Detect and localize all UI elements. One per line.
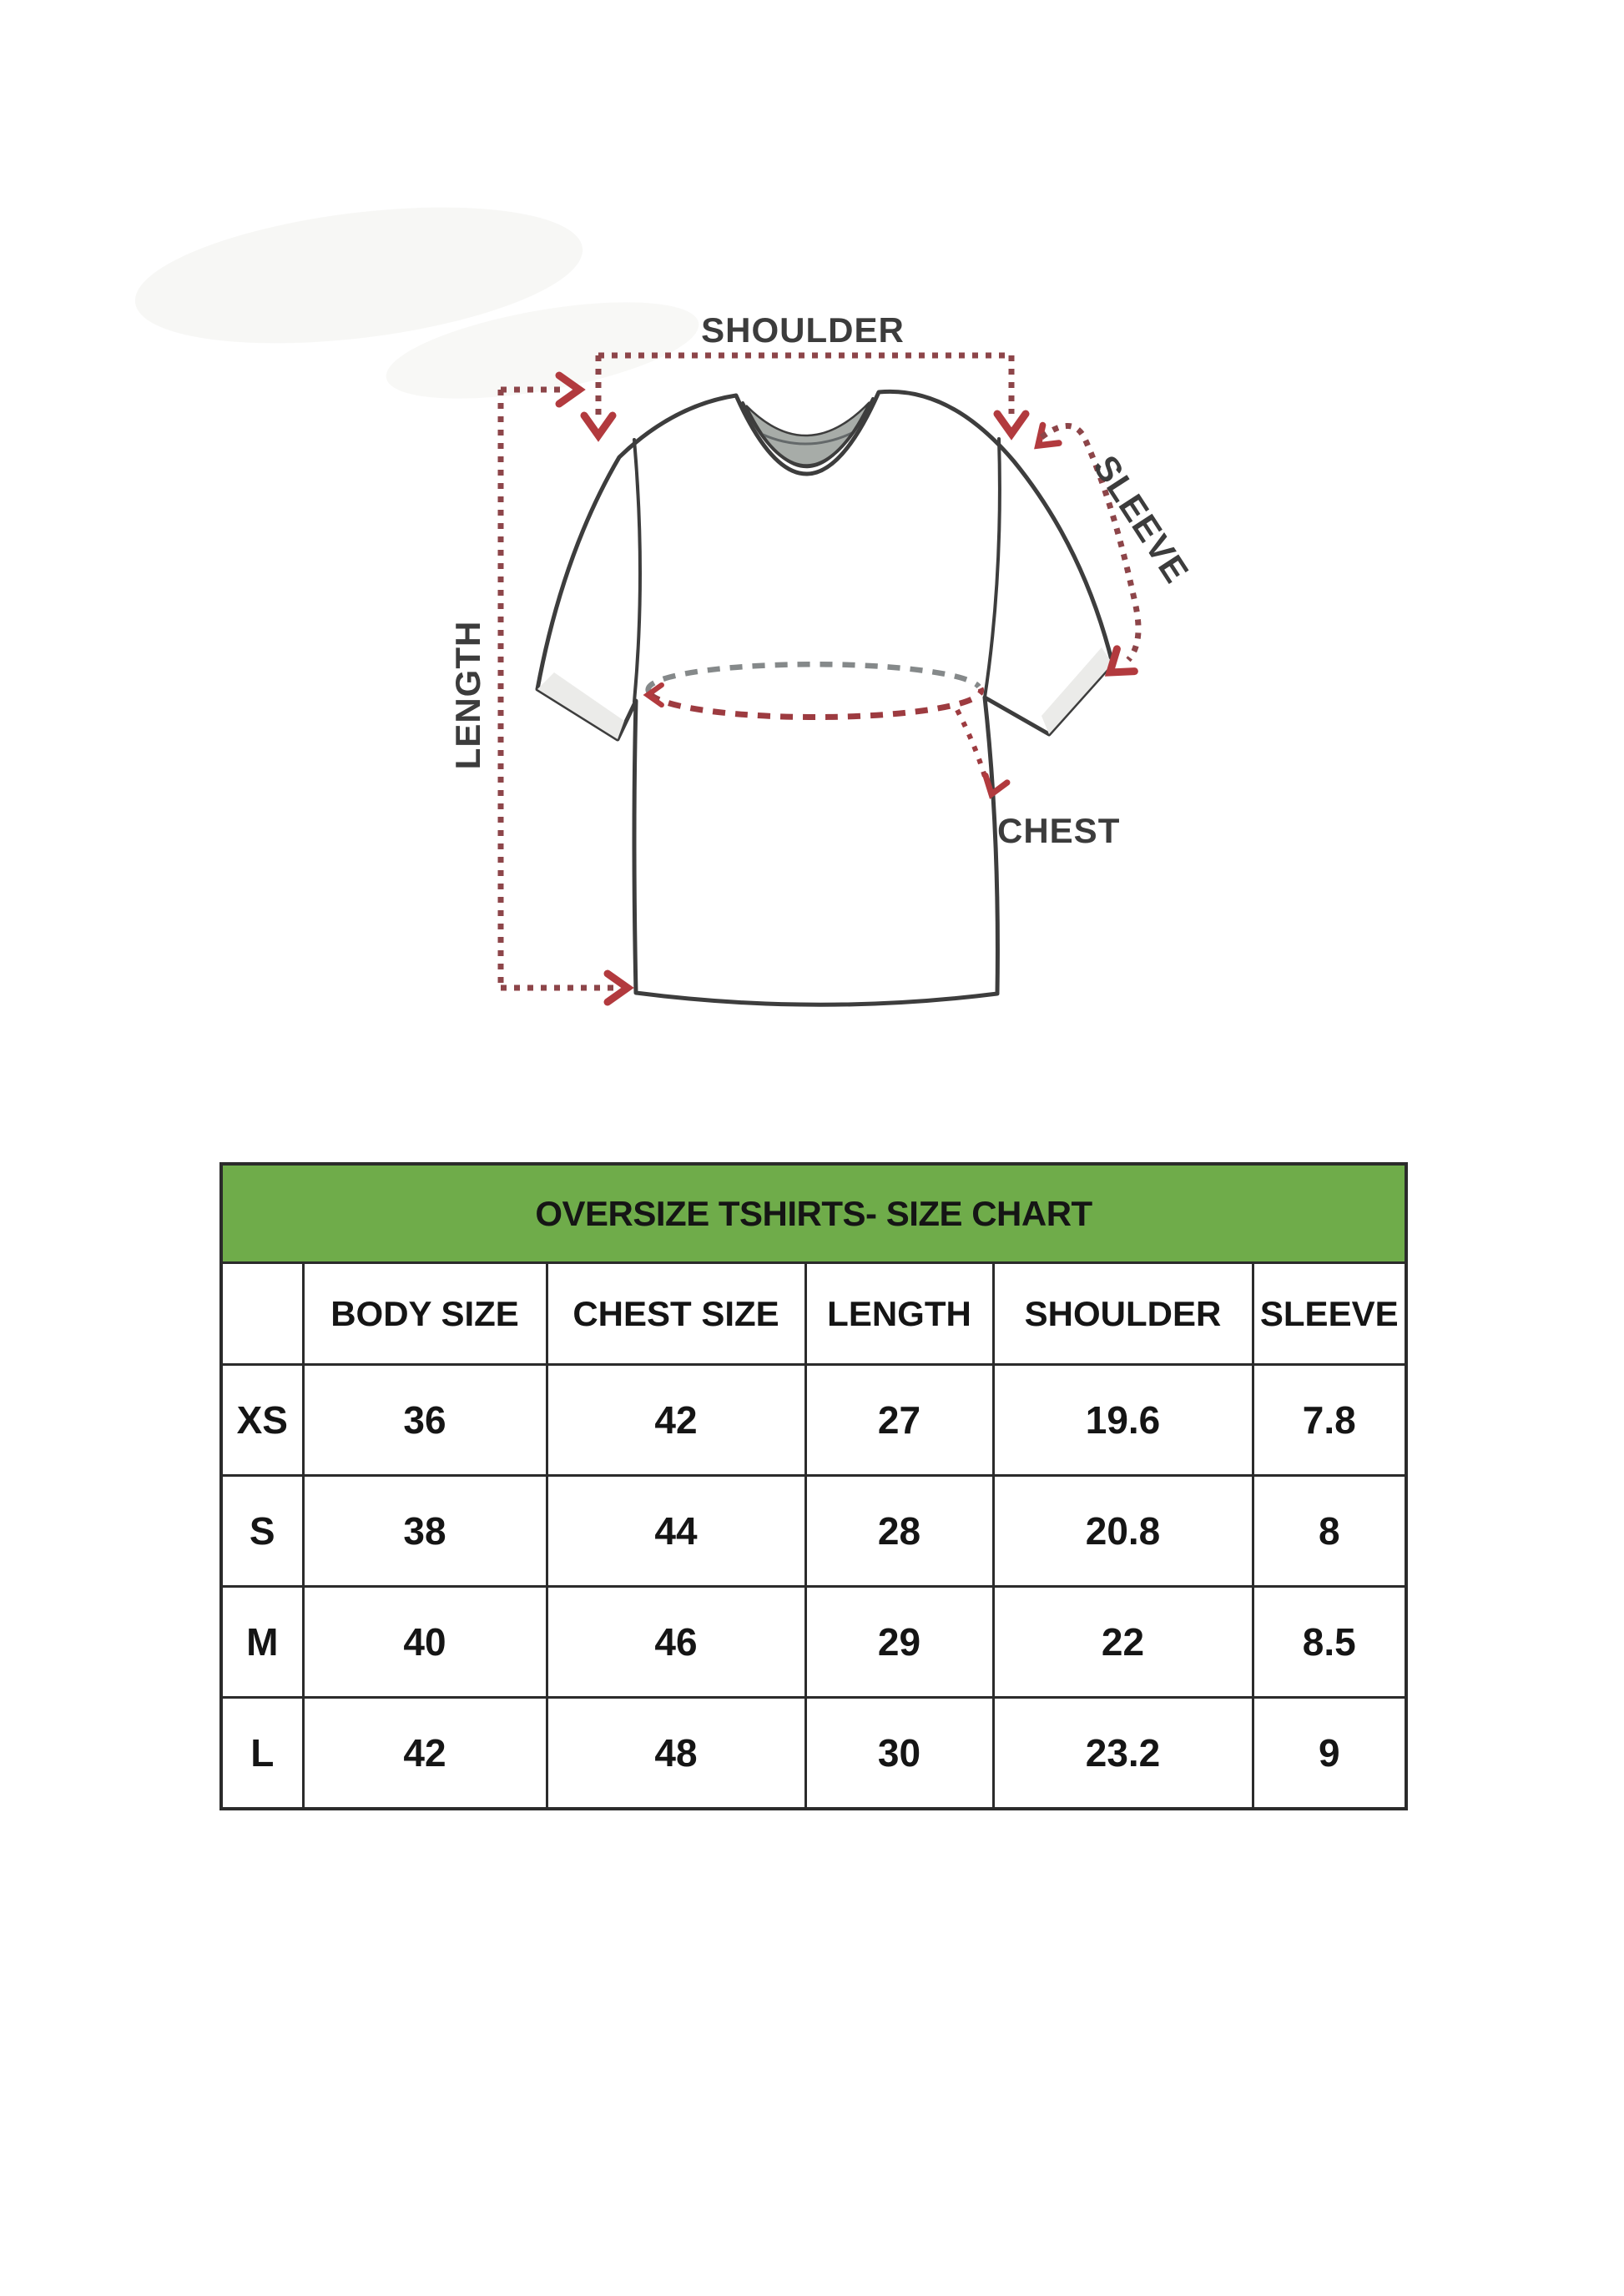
size-label-l: L [221,1698,303,1810]
l-shoulder: 23.2 [993,1698,1253,1810]
shoulder-label: SHOULDER [701,310,905,350]
table-header-row [221,1263,1406,1365]
size-label-xs: XS [221,1365,303,1476]
l-sleeve: 9 [1253,1698,1406,1810]
header-sleeve: SLEEVE [1253,1263,1406,1365]
table-title-row [221,1164,1406,1263]
s-chest-size: 44 [547,1476,805,1587]
m-body-size: 40 [303,1587,547,1698]
tshirt-outline [537,391,1112,1004]
table-row-s [221,1476,1406,1587]
header-body-size: BODY SIZE [303,1263,547,1365]
sleeve-label: SLEEVE [1086,448,1198,591]
size-chart-table [219,1162,1408,1810]
table-row-l [221,1698,1406,1810]
s-body-size: 38 [303,1476,547,1587]
m-length: 29 [805,1587,993,1698]
header-length: LENGTH [805,1263,993,1365]
header-shoulder: SHOULDER [993,1263,1253,1365]
m-shoulder: 22 [993,1587,1253,1698]
length-label: LENGTH [448,620,487,770]
paper-smudge [128,186,706,418]
l-chest-size: 48 [547,1698,805,1810]
shoulder-right-arrow-icon [997,414,1026,434]
tshirt-measurement-diagram [0,0,1624,1135]
size-label-s: S [221,1476,303,1587]
m-sleeve: 8.5 [1253,1587,1406,1698]
shoulder-left-arrow-icon [584,415,613,436]
l-length: 30 [805,1698,993,1810]
table-row-xs [221,1365,1406,1476]
s-shoulder: 20.8 [993,1476,1253,1587]
s-length: 28 [805,1476,993,1587]
header-chest-size: CHEST SIZE [547,1263,805,1365]
tshirt-illustration [537,391,1112,1004]
size-chart-title: OVERSIZE TSHIRTS- SIZE CHART [221,1164,1406,1263]
m-chest-size: 46 [547,1587,805,1698]
chest-label: CHEST [997,811,1121,850]
xs-sleeve: 7.8 [1253,1365,1406,1476]
header-size-blank [221,1263,303,1365]
xs-shoulder: 19.6 [993,1365,1253,1476]
l-body-size: 42 [303,1698,547,1810]
xs-length: 27 [805,1365,993,1476]
size-label-m: M [221,1587,303,1698]
xs-body-size: 36 [303,1365,547,1476]
table-row-m [221,1587,1406,1698]
s-sleeve: 8 [1253,1476,1406,1587]
xs-chest-size: 42 [547,1365,805,1476]
size-chart-section [219,1162,1405,1810]
